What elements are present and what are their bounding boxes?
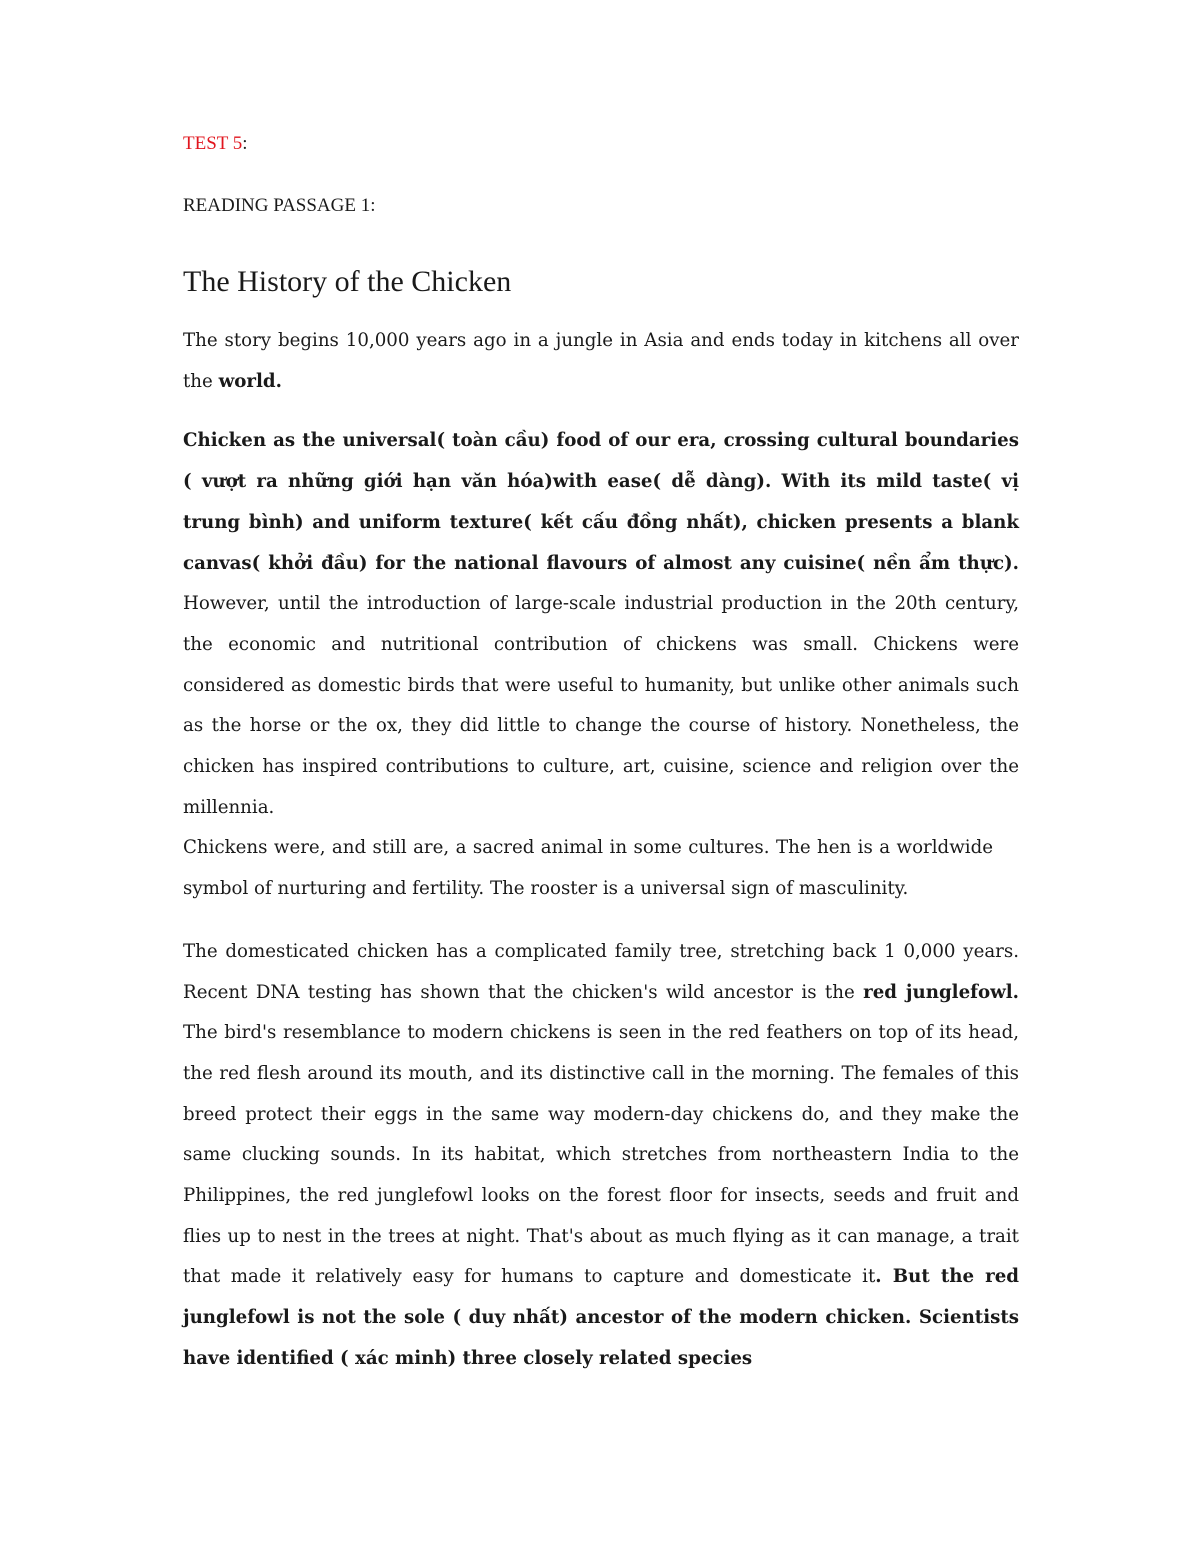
paragraph-sacred-animal: Chickens were, and still are, a sacred animal in some cultures. The hen is a worldwide symbol of nurturing and fertility. The rooster is a universal sign of masculinity.: [183, 837, 993, 900]
passage-title: The History of the Chicken: [183, 265, 512, 298]
document-page: [183, 128, 1019, 1380]
test-number: TEST 5: [183, 133, 243, 154]
paragraph-family-tree-text-1: The domesticated chicken has a complicated family tree, stretching back 1 0,000 years. Recent DNA testing has shown that the chicken's wild ancestor is the: [183, 940, 1019, 1003]
paragraph-family-tree-bold-2: . But the red junglefowl is not the sole ( duy nhất) ancestor of the modern chicken. Scientists have identified ( xác minh) three closely related species: [183, 1266, 1019, 1369]
test-colon: :: [242, 133, 248, 154]
paragraph-universal-food-text: However, until the introduction of large-scale industrial production in the 20th century, the economic and nutritional contribution of chickens was small. Chickens were considered as domestic birds that were useful to humanity, but unlike other animals such as the horse or the ox, they did little to change the course of history. Nonetheless, the chicken has inspired contributions to culture, art, cuisine, science and religion over the millennia.: [183, 593, 1019, 818]
test-label: [183, 128, 1019, 160]
paragraph-intro-bold: world.: [218, 370, 282, 392]
paragraph-intro-text: The story begins 10,000 years ago in a jungle in Asia and ends today in kitchens all over the: [183, 330, 1019, 392]
paragraph-family-tree-text-2: The bird's resemblance to modern chickens is seen in the red feathers on top of its head, the red flesh around its mouth, and its distinctive call in the morning. The females of this breed protect their eggs in the same way modern-day chickens do, and they make the same clucking sounds. In its habitat, which stretches from northeastern India to the Philippines, the red junglefowl looks on the forest floor for insects, seeds and fruit and flies up to nest in the trees at night. That's about as much flying as it can manage, a trait that made it relatively easy for humans to capture and domesticate it: [183, 1022, 1019, 1288]
paragraph-universal-food: [183, 421, 1019, 828]
paragraph-intro: [183, 321, 1019, 402]
paragraph-family-tree: [183, 932, 1019, 1380]
passage-label: READING PASSAGE 1:: [183, 195, 376, 216]
paragraph-universal-food-bold: Chicken as the universal( toàn cầu) food of our era, crossing cultural boundaries ( vượt ra những giới hạn văn hóa)with ease( dễ dàng). With its mild taste( vị trung bình) and uniform texture( kết cấu đồng nhất), chicken presents a blank canvas( khởi đầu) for the national flavours of almost any cuisine( nền ẩm thực).: [183, 430, 1019, 574]
paragraph-family-tree-bold-1: red junglefowl.: [863, 981, 1020, 1003]
